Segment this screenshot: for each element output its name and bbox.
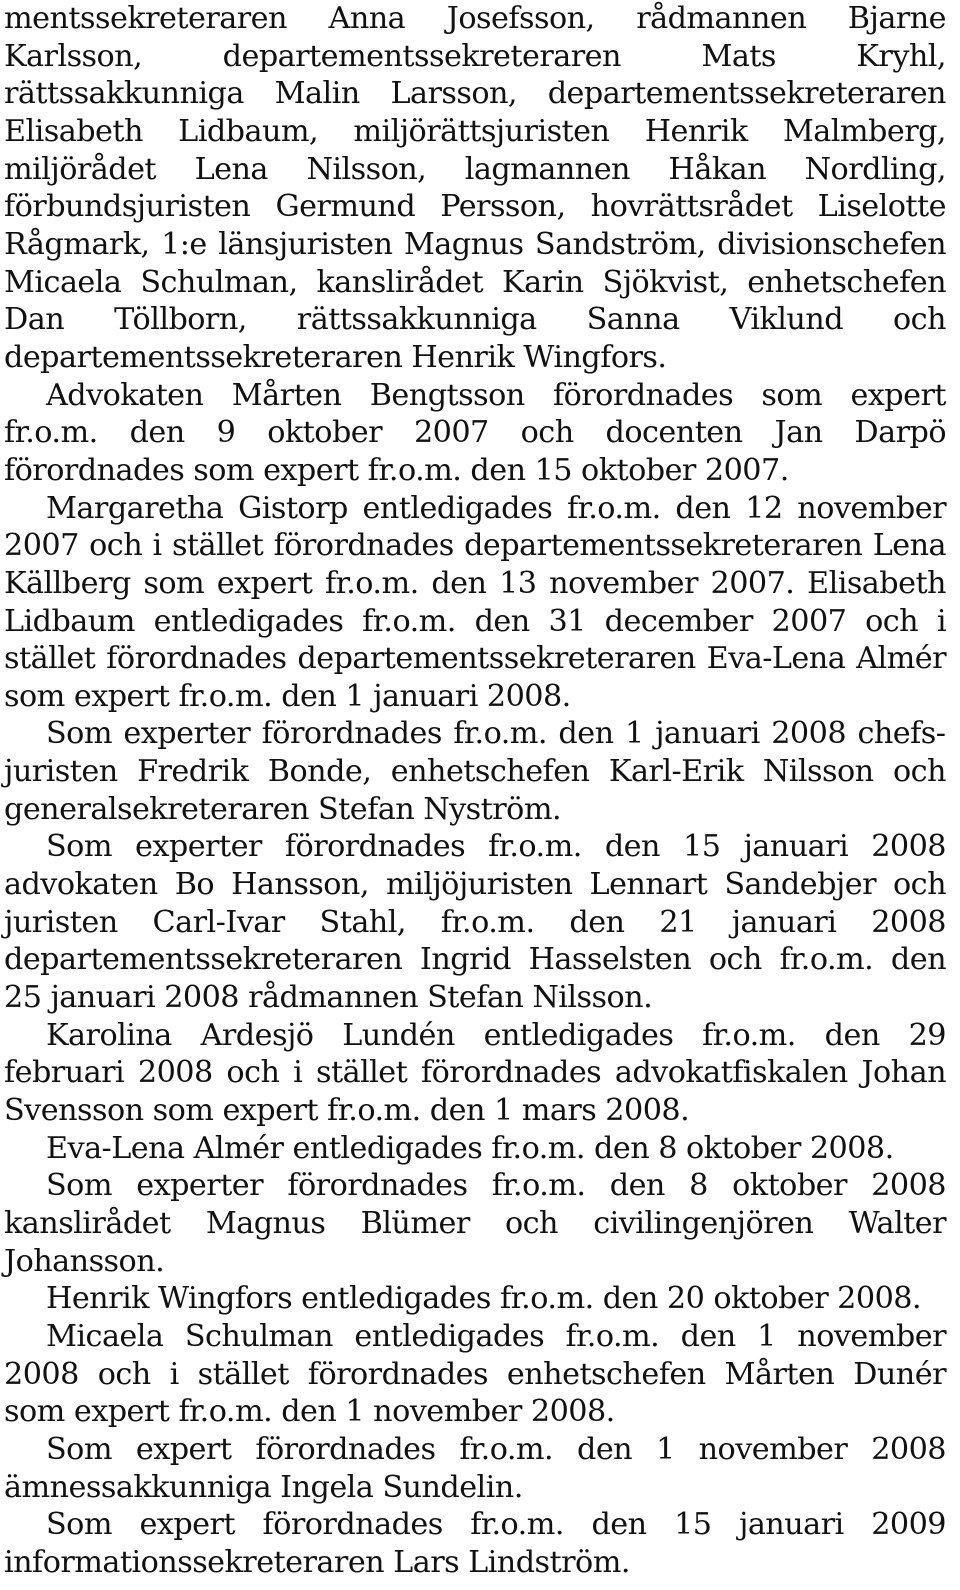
paragraph-experts-oct-8-2008: Som experter förordnades fr.o.m. den 8 oktober 2008 kanslirådet Magnus Blümer och civilingenjören Walter Johansson. bbox=[4, 1168, 946, 1279]
paragraph-replacement-feb-2008: Karolina Ardesjö Lundén entledigades fr.o.m. den 29 februari 2008 och i stället förordnades advokatfiskalen Johan Svensson som expert fr.o.m. den 1 mars 2008. bbox=[4, 1017, 946, 1129]
paragraph-release-oct-8-2008: Eva-Lena Almér entledigades fr.o.m. den 8 oktober 2008. bbox=[46, 1130, 894, 1166]
paragraph-replacements-2007: Margaretha Gistorp entledigades fr.o.m. den 12 november 2007 och i stället förordnades departementssekreteraren Lena Källberg som expert fr.o.m. den 13 november 2007. Elisabeth Lidbaum entledigades fr.o.m. den 31 december 2007 och i stället förordnades departementssekreteraren Eva-Lena Almér som expert fr.o.m. den 1 januari 2008. bbox=[4, 490, 946, 714]
paragraph-experts-jan-15-2008: Som experter förordnades fr.o.m. den 15 januari 2008 advokaten Bo Hansson, miljöjuristen Lennart Sandebjer och juristen Carl-Ivar Stahl, fr.o.m. den 21 januari 2008 departementssekreteraren Ingrid Hasselsten och fr.o.m. den 25 januari 2008 rådmannen Stefan Nilsson. bbox=[4, 829, 946, 1016]
paragraph-replacement-nov-2008: Micaela Schulman entledigades fr.o.m. den 1 november 2008 och i stället förordnades enhetschefen Mårten Dunér som expert fr.o.m. den 1 november 2008. bbox=[4, 1318, 946, 1430]
paragraph-experts-oct-2007: Advokaten Mårten Bengtsson förordnades som expert fr.o.m. den 9 oktober 2007 och docenten Jan Darpö förordnades som expert fr.o.m. den 15 oktober 2007. bbox=[4, 377, 946, 488]
paragraph-release-oct-20-2008: Henrik Wingfors entledigades fr.o.m. den 20 oktober 2008. bbox=[46, 1281, 922, 1317]
paragraph-experts-jan-1-2008: Som experter förordnades fr.o.m. den 1 januari 2008 chefsjuristen Fredrik Bonde, enhetschefen Karl-Erik Nilsson och generalsekreteraren Stefan Nyström. bbox=[4, 716, 946, 827]
paragraph-expert-jan-2009: Som expert förordnades fr.o.m. den 15 januari 2009 informationssekreteraren Lars Lindström. bbox=[4, 1507, 946, 1580]
paragraph-member-list: mentssekreteraren Anna Josefsson, rådmannen Bjarne Karlsson, departementssekreteraren Mats Kryhl, rättssakkunniga Malin Larsson, departementssekreteraren Elisabeth Lidbaum, miljörättsjuristen Henrik Malmberg, miljörådet Lena Nilsson, lagmannen Håkan Nordling, förbundsjuristen Germund Persson, hovrättsrådet Liselotte Rågmark, 1:e länsjuristen Magnus Sandström, divisionschefen Micaela Schulman, kanslirådet Karin Sjökvist, enhetschefen Dan Töllborn, rättssakkunniga Sanna Viklund och departementssekreteraren Henrik Wingfors. bbox=[4, 1, 946, 375]
paragraph-expert-nov-2008: Som expert förordnades fr.o.m. den 1 november 2008 ämnessakkunniga Ingela Sundelin. bbox=[4, 1431, 946, 1505]
